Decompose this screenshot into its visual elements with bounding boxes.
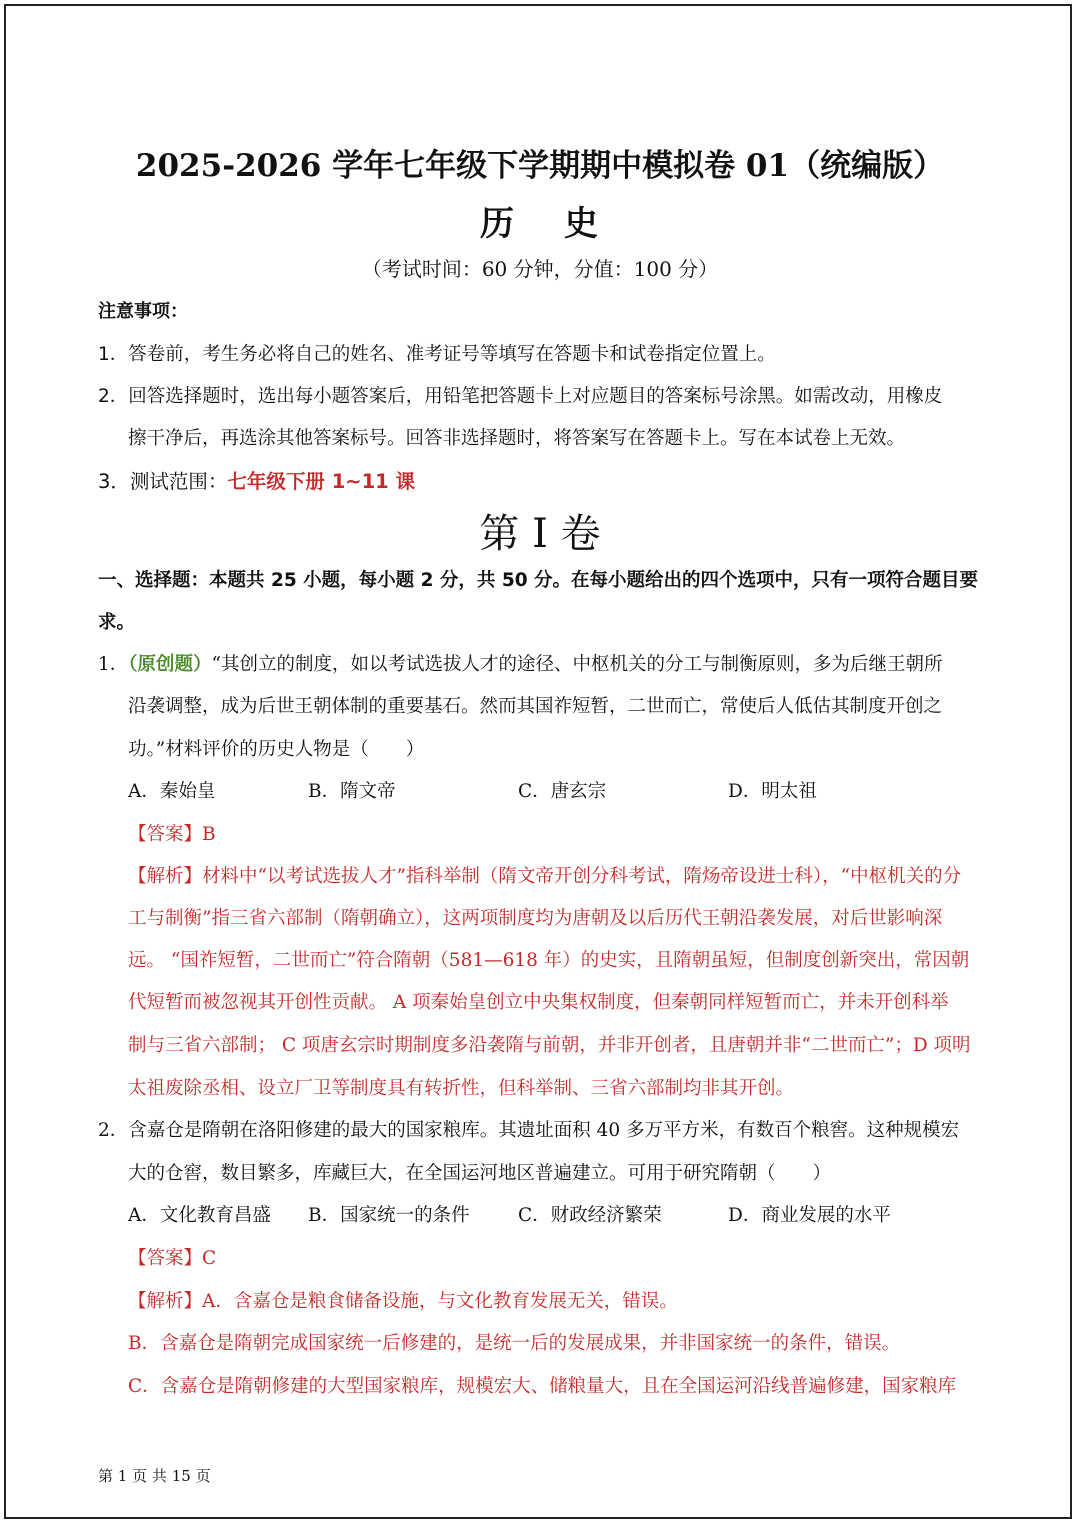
question-1-analysis-line-1: 【解析】材料中“以考试选拔人才”指科举制（隋文帝开创分科考试，隋炀帝设进士科），“中枢机关的分 <box>128 866 962 887</box>
question-1-analysis-line-2: 工与制衡”指三省六部制（隋朝确立），这两项制度均为唐朝及以后历代王朝沿袭发展，对后世影响深 <box>128 908 943 929</box>
question-2-stem-2: 大的仓窖，数目繁多，库藏巨大，在全国运河地区普遍建立。可用于研究隋朝（ ） <box>128 1163 832 1184</box>
notice-item-2-line-1: 2．回答选择题时，选出每小题答案后，用铅笔把答题卡上对应题目的答案标号涂黑。如需改动，用橡皮 <box>98 386 943 407</box>
footer-page-number: 1 <box>117 1467 128 1485</box>
section-heading-line-2: 求。 <box>98 612 136 633</box>
notice-heading: 注意事项： <box>98 301 188 322</box>
question-1-number: 1． <box>98 654 129 675</box>
question-1-option-a: A．秦始皇 <box>128 781 216 802</box>
footer-suffix: 页 <box>195 1467 211 1485</box>
question-1-answer: 【答案】B <box>128 824 216 845</box>
section-heading-line-1: 一、选择题：本题共 25 小题，每小题 2 分，共 50 分。在每小题给出的四个选项中，只有一项符合题目要 <box>98 570 979 591</box>
question-2-analysis-line-2: B．含嘉仓是隋朝完成国家统一后修建的，是统一后的发展成果，并非国家统一的条件，错误。 <box>128 1333 901 1354</box>
question-1-option-c: C．唐玄宗 <box>518 781 607 802</box>
footer-total-pages: 15 <box>171 1467 191 1485</box>
question-2-option-b: B．国家统一的条件 <box>308 1205 470 1226</box>
question-2-number: 2． <box>98 1120 129 1141</box>
subject-char-2: 史 <box>564 204 600 244</box>
question-1-stem-2: 沿袭调整，成为后世王朝体制的重要基石。然而其国祚短暂，二世而亡，常使后人低估其制度开创之 <box>128 696 943 717</box>
exam-title: 2025-2026 学年七年级下学期期中模拟卷 01（统编版） <box>135 148 945 184</box>
question-1-option-d: D．明太祖 <box>728 781 817 802</box>
subject-char-1: 历 <box>480 204 516 244</box>
question-2-option-c: C．财政经济繁荣 <box>518 1205 662 1226</box>
question-1-option-b: B．隋文帝 <box>308 781 396 802</box>
page-footer <box>98 1465 211 1486</box>
notice-item-2-line-2: 擦干净后，再选涂其他答案标号。回答非选择题时，将答案写在答题卡上。写在本试卷上无效。 <box>128 428 906 449</box>
question-1-analysis-line-4: 代短暂而被忽视其开创性贡献。 A 项秦始皇创立中央集权制度，但秦朝同样短暂而亡，并未开创科举 <box>128 992 949 1013</box>
footer-prefix: 第 <box>98 1467 114 1485</box>
question-1-stem-1: “其创立的制度，如以考试选拔人才的途径、中枢机关的分工与制衡原则，多为后继王朝所 <box>211 654 943 675</box>
question-2-stem-1: 含嘉仓是隋朝在洛阳修建的最大的国家粮库。其遗址面积 40 多万平方米，有数百个粮窖。这种规模宏 <box>128 1120 960 1141</box>
question-2-analysis-line-3: C．含嘉仓是隋朝修建的大型国家粮库，规模宏大、储粮量大，且在全国运河沿线普遍修建，国家粮库 <box>128 1376 957 1397</box>
subject-title <box>0 196 1080 245</box>
part-title: 第 I 卷 <box>479 511 601 557</box>
notice-item-1: 1．答卷前，考生务必将自己的姓名、准考证号等填写在答题卡和试卷指定位置上。 <box>98 344 776 365</box>
question-2-analysis-line-1: 【解析】A．含嘉仓是粮食储备设施，与文化教育发展无关，错误。 <box>128 1291 678 1312</box>
question-2-answer: 【答案】C <box>128 1248 217 1269</box>
question-1-analysis-line-3: 远。 “国祚短暂，二世而亡”符合隋朝（581—618 年）的史实，且隋朝虽短，但制度创新突出，常因朝 <box>128 950 970 971</box>
question-1-stem-3: 功。”材料评价的历史人物是（ ） <box>128 739 425 760</box>
test-range: 七年级下册 1~11 课 <box>227 470 416 493</box>
question-1-analysis-line-6: 太祖废除丞相、设立厂卫等制度具有转折性，但科举制、三省六部制均非其开创。 <box>128 1078 795 1099</box>
question-1-line-1 <box>98 650 943 676</box>
notice-item-3 <box>98 466 415 494</box>
question-2-option-a: A．文化教育昌盛 <box>128 1205 271 1226</box>
footer-middle: 页 共 <box>132 1467 167 1485</box>
question-1-analysis-line-5: 制与三省六部制； C 项唐玄宗时期制度多沿袭隋与前朝，并非开创者，且唐朝并非“二世而亡”；D 项明 <box>128 1035 971 1056</box>
question-2-line-1 <box>98 1116 959 1142</box>
question-2-option-d: D．商业发展的水平 <box>728 1205 891 1226</box>
notice-item-3-label: 3．测试范围： <box>98 470 228 493</box>
exam-info: （考试时间：60 分钟，分值：100 分） <box>361 257 719 281</box>
question-1-tag: （原创题） <box>128 654 212 675</box>
